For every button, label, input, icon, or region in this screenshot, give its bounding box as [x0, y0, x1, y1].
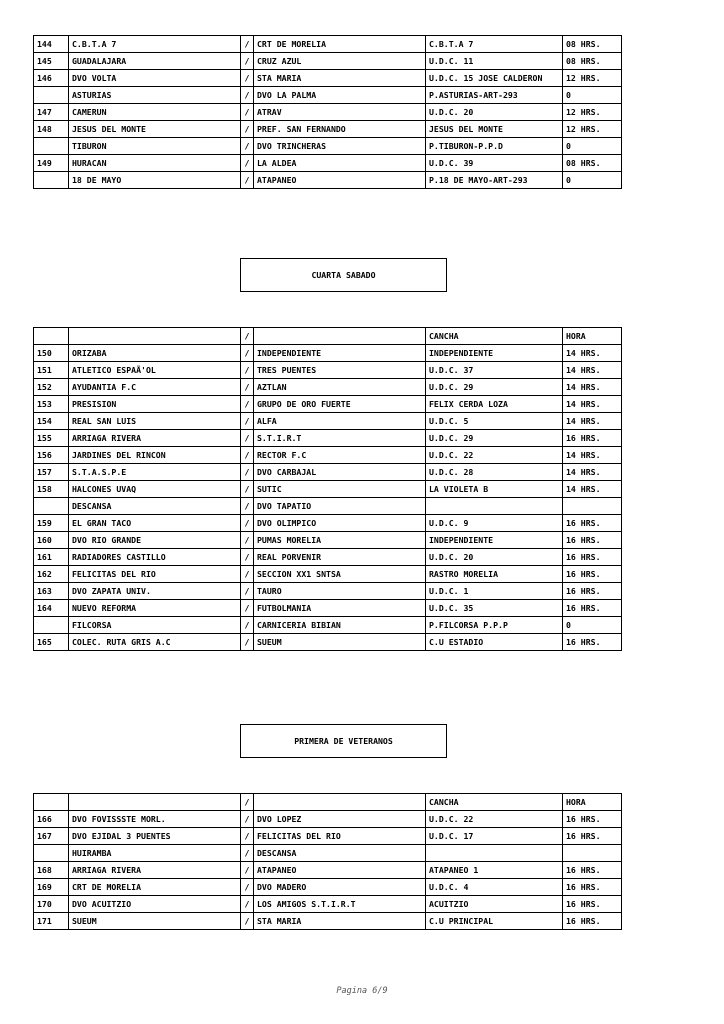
away-team-cell: AZTLAN [254, 379, 426, 396]
versus-separator-cell: / [241, 617, 254, 634]
table-header-row [34, 328, 622, 345]
match-number-cell: 170 [34, 896, 69, 913]
field-cell: U.D.C. 1 [426, 583, 563, 600]
table-row [34, 70, 622, 87]
versus-separator-cell: / [241, 634, 254, 651]
table-row [34, 896, 622, 913]
match-number-cell [34, 328, 69, 345]
hour-cell: 0 [563, 617, 622, 634]
home-team-cell: CAMERUN [69, 104, 241, 121]
field-cell: U.D.C. 9 [426, 515, 563, 532]
table-row [34, 828, 622, 845]
away-team-cell: STA MARIA [254, 70, 426, 87]
versus-separator-cell: / [241, 328, 254, 345]
home-team-cell: C.B.T.A 7 [69, 36, 241, 53]
field-cell: P.FILCORSA P.P.P [426, 617, 563, 634]
versus-separator-cell: / [241, 155, 254, 172]
table-row [34, 121, 622, 138]
table-row [34, 566, 622, 583]
match-number-cell: 153 [34, 396, 69, 413]
hour-cell: 12 HRS. [563, 121, 622, 138]
home-team-cell: AYUDANTIA F.C [69, 379, 241, 396]
hour-cell: 14 HRS. [563, 362, 622, 379]
away-team-cell: SUEUM [254, 634, 426, 651]
home-team-cell: HALCONES UVAQ [69, 481, 241, 498]
versus-separator-cell: / [241, 396, 254, 413]
versus-separator-cell: / [241, 413, 254, 430]
home-team-cell: SUEUM [69, 913, 241, 930]
match-number-cell: 161 [34, 549, 69, 566]
away-team-cell: SUTIC [254, 481, 426, 498]
table-row [34, 634, 622, 651]
hour-cell: 14 HRS. [563, 413, 622, 430]
hour-cell: 14 HRS. [563, 345, 622, 362]
hour-cell: 08 HRS. [563, 155, 622, 172]
away-team-cell: LA ALDEA [254, 155, 426, 172]
field-cell: FELIX CERDA LOZA [426, 396, 563, 413]
away-team-cell: ATAPANEO [254, 172, 426, 189]
match-number-cell: 165 [34, 634, 69, 651]
field-cell: U.D.C. 5 [426, 413, 563, 430]
match-number-cell: 167 [34, 828, 69, 845]
field-cell: INDEPENDIENTE [426, 532, 563, 549]
versus-separator-cell: / [241, 481, 254, 498]
match-number-cell: 156 [34, 447, 69, 464]
hour-cell: 16 HRS. [563, 566, 622, 583]
table-row [34, 396, 622, 413]
table-row [34, 583, 622, 600]
away-team-cell: TAURO [254, 583, 426, 600]
hour-cell: 14 HRS. [563, 379, 622, 396]
hour-cell: 16 HRS. [563, 896, 622, 913]
home-team-cell: DESCANSA [69, 498, 241, 515]
match-number-cell: 171 [34, 913, 69, 930]
table-row [34, 104, 622, 121]
versus-separator-cell: / [241, 87, 254, 104]
hour-cell: 16 HRS. [563, 634, 622, 651]
match-number-cell [34, 138, 69, 155]
match-number-cell: 149 [34, 155, 69, 172]
field-cell: LA VIOLETA B [426, 481, 563, 498]
match-number-cell: 148 [34, 121, 69, 138]
away-team-cell: S.T.I.R.T [254, 430, 426, 447]
home-team-cell: NUEVO REFORMA [69, 600, 241, 617]
match-number-cell: 145 [34, 53, 69, 70]
away-team-cell: CARNICERIA BIBIAN [254, 617, 426, 634]
home-team-cell: REAL SAN LUIS [69, 413, 241, 430]
home-team-cell: DVO ACUITZIO [69, 896, 241, 913]
field-cell: U.D.C. 22 [426, 811, 563, 828]
table-row [34, 617, 622, 634]
field-cell: INDEPENDIENTE [426, 345, 563, 362]
away-team-cell: PUMAS MORELIA [254, 532, 426, 549]
home-team-cell: GUADALAJARA [69, 53, 241, 70]
match-number-cell: 169 [34, 879, 69, 896]
match-number-cell: 154 [34, 413, 69, 430]
table-row [34, 53, 622, 70]
hour-cell: HORA [563, 328, 622, 345]
table-row [34, 362, 622, 379]
hour-cell: 0 [563, 87, 622, 104]
versus-separator-cell: / [241, 430, 254, 447]
section-title-text: PRIMERA DE VETERANOS [294, 736, 393, 746]
match-number-cell: 168 [34, 862, 69, 879]
match-number-cell: 147 [34, 104, 69, 121]
hour-cell [563, 498, 622, 515]
home-team-cell: ATLETICO ESPAÃ'OL [69, 362, 241, 379]
away-team-cell: INDEPENDIENTE [254, 345, 426, 362]
match-number-cell: 160 [34, 532, 69, 549]
hour-cell: 16 HRS. [563, 600, 622, 617]
table-row [34, 379, 622, 396]
home-team-cell: COLEC. RUTA GRIS A.C [69, 634, 241, 651]
section-title-text: CUARTA SABADO [311, 270, 376, 280]
field-cell: CANCHA [426, 794, 563, 811]
hour-cell [563, 845, 622, 862]
table-row [34, 600, 622, 617]
match-number-cell [34, 498, 69, 515]
table-row [34, 515, 622, 532]
field-cell: U.D.C. 17 [426, 828, 563, 845]
versus-separator-cell: / [241, 447, 254, 464]
hour-cell: 12 HRS. [563, 70, 622, 87]
field-cell: C.U ESTADIO [426, 634, 563, 651]
hour-cell: 0 [563, 138, 622, 155]
hour-cell: 08 HRS. [563, 36, 622, 53]
home-team-cell: HUIRAMBA [69, 845, 241, 862]
home-team-cell: DVO VOLTA [69, 70, 241, 87]
versus-separator-cell: / [241, 172, 254, 189]
away-team-cell: SECCION XX1 SNTSA [254, 566, 426, 583]
table-row [34, 464, 622, 481]
versus-separator-cell: / [241, 362, 254, 379]
match-number-cell: 144 [34, 36, 69, 53]
versus-separator-cell: / [241, 862, 254, 879]
page-number: Pagina 6/9 [336, 986, 388, 996]
hour-cell: 14 HRS. [563, 396, 622, 413]
versus-separator-cell: / [241, 794, 254, 811]
home-team-cell: ARRIAGA RIVERA [69, 430, 241, 447]
hour-cell: 16 HRS. [563, 862, 622, 879]
schedule-table-primera-veteranos [33, 793, 622, 930]
field-cell: U.D.C. 20 [426, 104, 563, 121]
home-team-cell: EL GRAN TACO [69, 515, 241, 532]
home-team-cell: ARRIAGA RIVERA [69, 862, 241, 879]
home-team-cell: HURACAN [69, 155, 241, 172]
home-team-cell: DVO EJIDAL 3 PUENTES [69, 828, 241, 845]
table-row [34, 913, 622, 930]
field-cell [426, 498, 563, 515]
hour-cell: 16 HRS. [563, 583, 622, 600]
away-team-cell: RECTOR F.C [254, 447, 426, 464]
home-team-cell: 18 DE MAYO [69, 172, 241, 189]
field-cell: U.D.C. 22 [426, 447, 563, 464]
home-team-cell: JESUS DEL MONTE [69, 121, 241, 138]
table-row [34, 879, 622, 896]
away-team-cell: ATRAV [254, 104, 426, 121]
away-team-cell: DVO TRINCHERAS [254, 138, 426, 155]
home-team-cell: TIBURON [69, 138, 241, 155]
schedule-table-continued [33, 35, 622, 189]
hour-cell: 16 HRS. [563, 430, 622, 447]
table-row [34, 447, 622, 464]
field-cell: U.D.C. 4 [426, 879, 563, 896]
field-cell: U.D.C. 35 [426, 600, 563, 617]
table-row [34, 549, 622, 566]
field-cell: U.D.C. 20 [426, 549, 563, 566]
versus-separator-cell: / [241, 464, 254, 481]
match-number-cell: 152 [34, 379, 69, 396]
table-row [34, 36, 622, 53]
field-cell [426, 845, 563, 862]
versus-separator-cell: / [241, 70, 254, 87]
table-row [34, 845, 622, 862]
match-number-cell: 151 [34, 362, 69, 379]
table-row [34, 413, 622, 430]
table-row [34, 498, 622, 515]
match-number-cell [34, 87, 69, 104]
hour-cell: 0 [563, 172, 622, 189]
table-row [34, 862, 622, 879]
away-team-cell: FUTBOLMANIA [254, 600, 426, 617]
away-team-cell: DVO LOPEZ [254, 811, 426, 828]
table-row [34, 345, 622, 362]
versus-separator-cell: / [241, 879, 254, 896]
away-team-cell: LOS AMIGOS S.T.I.R.T [254, 896, 426, 913]
versus-separator-cell: / [241, 138, 254, 155]
hour-cell: 08 HRS. [563, 53, 622, 70]
away-team-cell: PREF. SAN FERNANDO [254, 121, 426, 138]
home-team-cell: CRT DE MORELIA [69, 879, 241, 896]
match-number-cell [34, 845, 69, 862]
field-cell: U.D.C. 39 [426, 155, 563, 172]
home-team-cell: RADIADORES CASTILLO [69, 549, 241, 566]
away-team-cell: REAL PORVENIR [254, 549, 426, 566]
versus-separator-cell: / [241, 583, 254, 600]
field-cell: P.TIBURON-P.P.D [426, 138, 563, 155]
field-cell: P.18 DE MAYO-ART-293 [426, 172, 563, 189]
home-team-cell: JARDINES DEL RINCON [69, 447, 241, 464]
away-team-cell: DVO TAPATIO [254, 498, 426, 515]
away-team-cell: DVO CARBAJAL [254, 464, 426, 481]
versus-separator-cell: / [241, 53, 254, 70]
versus-separator-cell: / [241, 600, 254, 617]
match-number-cell [34, 617, 69, 634]
table-row [34, 811, 622, 828]
table-row [34, 481, 622, 498]
table-row [34, 138, 622, 155]
versus-separator-cell: / [241, 811, 254, 828]
field-cell: U.D.C. 29 [426, 430, 563, 447]
table-row [34, 430, 622, 447]
field-cell: P.ASTURIAS-ART-293 [426, 87, 563, 104]
field-cell: RASTRO MORELIA [426, 566, 563, 583]
versus-separator-cell: / [241, 345, 254, 362]
versus-separator-cell: / [241, 913, 254, 930]
home-team-cell: DVO FOVISSSTE MORL. [69, 811, 241, 828]
versus-separator-cell: / [241, 549, 254, 566]
home-team-cell [69, 328, 241, 345]
field-cell: C.B.T.A 7 [426, 36, 563, 53]
hour-cell: 16 HRS. [563, 515, 622, 532]
match-number-cell: 166 [34, 811, 69, 828]
section-title-primera-veteranos [240, 724, 447, 758]
table-row [34, 87, 622, 104]
page-footer [0, 986, 724, 996]
hour-cell: 16 HRS. [563, 828, 622, 845]
match-number-cell: 163 [34, 583, 69, 600]
versus-separator-cell: / [241, 36, 254, 53]
away-team-cell: GRUPO DE ORO FUERTE [254, 396, 426, 413]
hour-cell: HORA [563, 794, 622, 811]
home-team-cell: FILCORSA [69, 617, 241, 634]
home-team-cell [69, 794, 241, 811]
versus-separator-cell: / [241, 828, 254, 845]
away-team-cell: CRT DE MORELIA [254, 36, 426, 53]
match-number-cell: 162 [34, 566, 69, 583]
away-team-cell: DVO LA PALMA [254, 87, 426, 104]
match-number-cell: 164 [34, 600, 69, 617]
field-cell: ACUITZIO [426, 896, 563, 913]
hour-cell: 16 HRS. [563, 532, 622, 549]
versus-separator-cell: / [241, 121, 254, 138]
home-team-cell: DVO RIO GRANDE [69, 532, 241, 549]
field-cell: U.D.C. 11 [426, 53, 563, 70]
hour-cell: 16 HRS. [563, 913, 622, 930]
field-cell: C.U PRINCIPAL [426, 913, 563, 930]
field-cell: ATAPANEO 1 [426, 862, 563, 879]
schedule-table-cuarta-sabado [33, 327, 622, 651]
away-team-cell: DVO MADERO [254, 879, 426, 896]
match-number-cell: 146 [34, 70, 69, 87]
hour-cell: 16 HRS. [563, 549, 622, 566]
match-number-cell: 158 [34, 481, 69, 498]
hour-cell: 16 HRS. [563, 879, 622, 896]
home-team-cell: FELICITAS DEL RIO [69, 566, 241, 583]
home-team-cell: ORIZABA [69, 345, 241, 362]
match-number-cell [34, 172, 69, 189]
away-team-cell: DVO OLIMPICO [254, 515, 426, 532]
table-row [34, 532, 622, 549]
home-team-cell: S.T.A.S.P.E [69, 464, 241, 481]
away-team-cell: ALFA [254, 413, 426, 430]
field-cell: U.D.C. 28 [426, 464, 563, 481]
versus-separator-cell: / [241, 532, 254, 549]
hour-cell: 16 HRS. [563, 811, 622, 828]
match-number-cell [34, 794, 69, 811]
home-team-cell: DVO ZAPATA UNIV. [69, 583, 241, 600]
versus-separator-cell: / [241, 498, 254, 515]
table-row [34, 172, 622, 189]
match-number-cell: 157 [34, 464, 69, 481]
table-row [34, 155, 622, 172]
versus-separator-cell: / [241, 566, 254, 583]
away-team-cell: ATAPANEO [254, 862, 426, 879]
match-number-cell: 150 [34, 345, 69, 362]
away-team-cell: FELICITAS DEL RIO [254, 828, 426, 845]
hour-cell: 14 HRS. [563, 464, 622, 481]
field-cell: U.D.C. 15 JOSE CALDERON [426, 70, 563, 87]
away-team-cell [254, 328, 426, 345]
match-number-cell: 159 [34, 515, 69, 532]
hour-cell: 14 HRS. [563, 481, 622, 498]
hour-cell: 12 HRS. [563, 104, 622, 121]
away-team-cell [254, 794, 426, 811]
hour-cell: 14 HRS. [563, 447, 622, 464]
home-team-cell: ASTURIAS [69, 87, 241, 104]
home-team-cell: PRESISION [69, 396, 241, 413]
field-cell: CANCHA [426, 328, 563, 345]
versus-separator-cell: / [241, 515, 254, 532]
versus-separator-cell: / [241, 104, 254, 121]
match-number-cell: 155 [34, 430, 69, 447]
away-team-cell: CRUZ AZUL [254, 53, 426, 70]
field-cell: JESUS DEL MONTE [426, 121, 563, 138]
versus-separator-cell: / [241, 845, 254, 862]
away-team-cell: STA MARIA [254, 913, 426, 930]
section-title-cuarta-sabado [240, 258, 447, 292]
versus-separator-cell: / [241, 896, 254, 913]
away-team-cell: TRES PUENTES [254, 362, 426, 379]
versus-separator-cell: / [241, 379, 254, 396]
field-cell: U.D.C. 37 [426, 362, 563, 379]
field-cell: U.D.C. 29 [426, 379, 563, 396]
table-header-row [34, 794, 622, 811]
away-team-cell: DESCANSA [254, 845, 426, 862]
